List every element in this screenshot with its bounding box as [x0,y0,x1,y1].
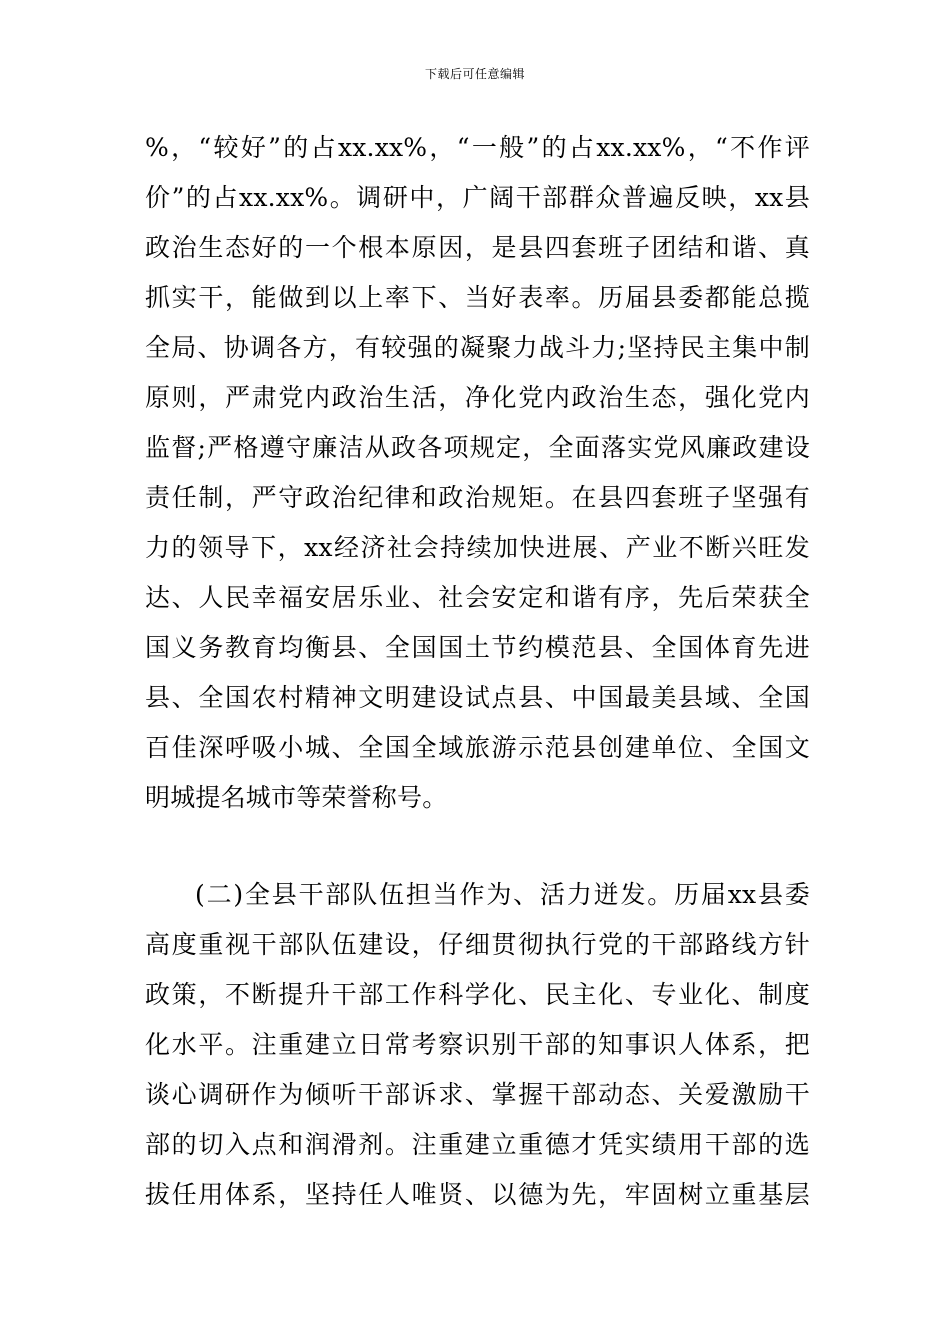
text-line: 价”的占xx.xx%。调研中，广阔干部群众普遍反映，xx县 [145,183,810,212]
text-line: 谈心调研作为倾听干部诉求、掌握干部动态、关爱激励干 [145,1080,810,1109]
text-line: (二)全县干部队伍担当作为、活力迸发。历届xx县委 [195,880,810,909]
text-line: 责任制，严守政治纪律和政治规矩。在县四套班子坚强有 [145,483,810,512]
text-line: 政策，不断提升干部工作科学化、民主化、专业化、制度 [145,980,810,1009]
paragraph-1 [145,123,810,823]
text-line: 政治生态好的一个根本原因，是县四套班子团结和谐、真 [145,233,810,262]
text-line: 县、全国农村精神文明建设试点县、中国最美县域、全国 [145,683,810,712]
text-line: 国义务教育均衡县、全国国土节约模范县、全国体育先进 [145,633,810,662]
text-line: 百佳深呼吸小城、全国全域旅游示范县创建单位、全国文 [145,733,810,762]
text-line: 化水平。注重建立日常考察识别干部的知事识人体系，把 [145,1030,810,1059]
text-line: %，“较好”的占xx.xx%，“一般”的占xx.xx%，“不作评 [145,133,810,162]
text-line: 达、人民幸福安居乐业、社会安定和谐有序，先后荣获全 [145,583,810,612]
text-line: 全局、协调各方，有较强的凝聚力战斗力;坚持民主集中制 [145,333,810,362]
text-line: 拔任用体系，坚持任人唯贤、以德为先，牢固树立重基层 [145,1180,810,1209]
text-line: 原则，严肃党内政治生活，净化党内政治生态，强化党内 [145,383,810,412]
text-line: 抓实干，能做到以上率下、当好表率。历届县委都能总揽 [145,283,810,312]
page-header: 下载后可任意编辑 [424,67,525,81]
text-line: 监督;严格遵守廉洁从政各项规定，全面落实党风廉政建设 [145,433,810,462]
text-line: 部的切入点和润滑剂。注重建立重德才凭实绩用干部的选 [145,1130,810,1159]
paragraph-2 [145,870,810,1220]
text-line: 高度重视干部队伍建设，仔细贯彻执行党的干部路线方针 [145,930,810,959]
text-line: 力的领导下，xx经济社会持续加快进展、产业不断兴旺发 [145,533,810,562]
text-line: 明城提名城市等荣誉称号。 [145,783,448,812]
